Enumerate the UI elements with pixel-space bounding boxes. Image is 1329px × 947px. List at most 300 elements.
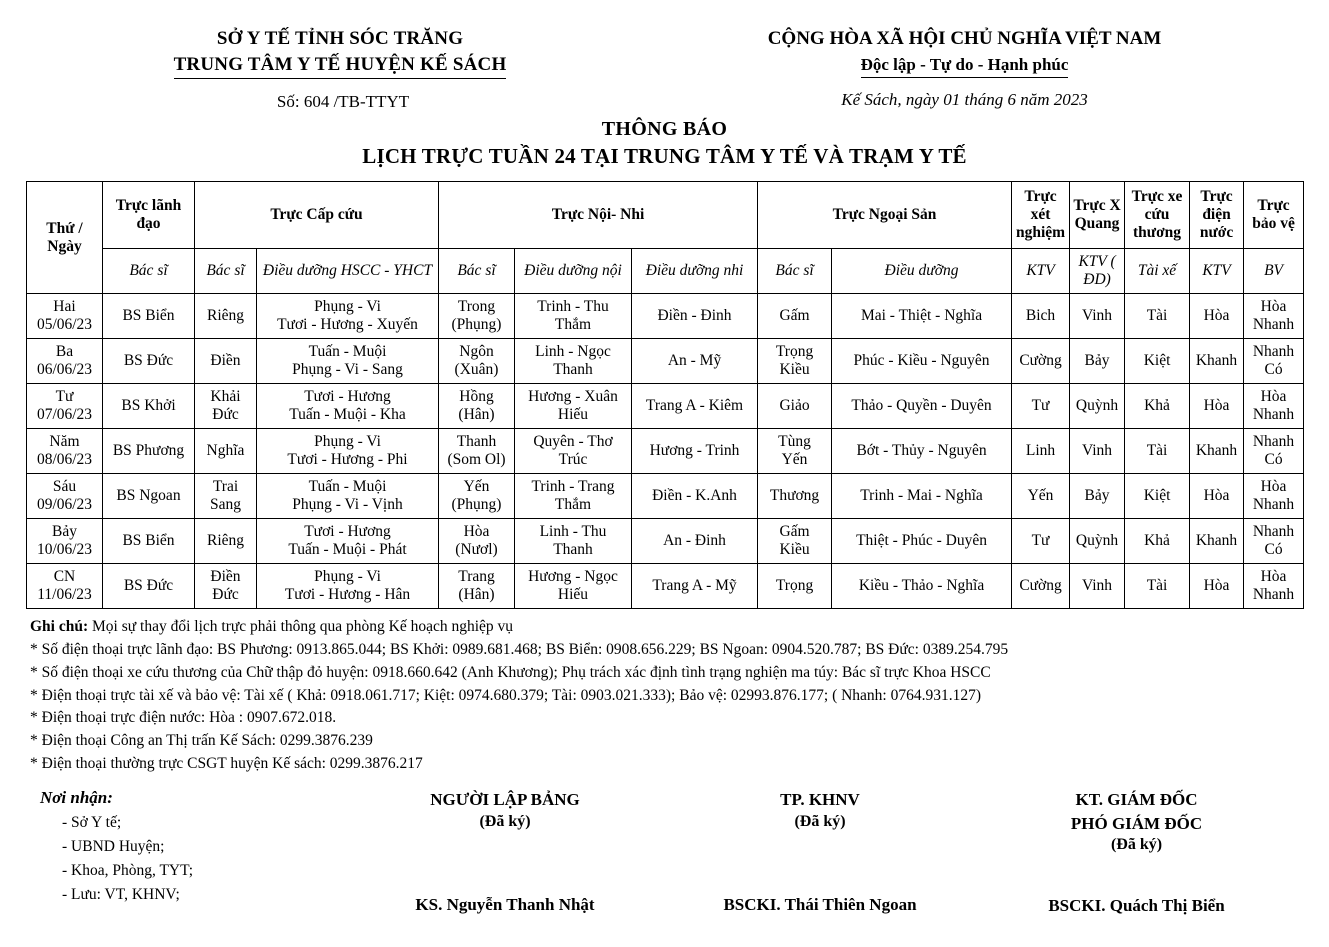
recipient-item: - UBND Huyện;: [62, 837, 165, 855]
cell-ip-nurse-pediatric-line: Điền - K.Anh: [652, 487, 737, 505]
cell-ip-nurse-internal: [515, 564, 632, 609]
cell-so-doctor: [758, 564, 832, 609]
cell-driver-line: Khả: [1144, 397, 1170, 415]
cell-leader-doctor: [103, 429, 195, 474]
cell-guard-line: Nhanh: [1252, 406, 1295, 424]
cell-ip-nurse-internal-line: Linh - Thu: [539, 523, 607, 540]
note-police-phone: * Điện thoại Công an Thị trấn Kế Sách: 0299.3876.239: [30, 732, 373, 750]
department-head-signature-block: [670, 788, 970, 917]
cell-day-date-line: 06/06/23: [36, 361, 93, 379]
cell-lab-tech-line: Linh: [1025, 442, 1056, 460]
cell-xray-tech: [1070, 339, 1125, 384]
cell-ew-tech: [1190, 429, 1244, 474]
cell-ip-nurse-pediatric-line: Trang A - Kiêm: [645, 397, 744, 415]
table-row: [27, 474, 1304, 519]
department-head-title: TP. KHNV: [780, 789, 860, 809]
cell-ip-doctor-line: (Hân): [458, 586, 495, 604]
cell-leader-doctor: [103, 564, 195, 609]
cell-so-nurse-line: Trinh - Mai - Nghĩa: [860, 487, 983, 505]
cell-lab-tech-line: Tư: [1031, 397, 1050, 415]
cell-er-doctor-line: Sang: [210, 496, 241, 514]
cell-so-doctor-line: Gấm: [779, 523, 810, 540]
medical-center-name-text: TRUNG TÂM Y TẾ HUYỆN KẾ SÁCH: [174, 52, 507, 80]
cell-er-nurse: [257, 429, 439, 474]
cell-lab-tech-line: Cường: [1019, 577, 1062, 595]
note-traffic-police-phone: * Điện thoại thường trực CSGT huyện Kế sách: 0299.3876.217: [30, 754, 423, 772]
cell-ew-tech-line: Hòa: [1203, 577, 1230, 595]
cell-ip-doctor-line: Ngôn: [459, 343, 494, 360]
cell-er-nurse: [257, 294, 439, 339]
col-er-nurse: Điều dưỡng HSCC - YHCT: [257, 249, 439, 294]
cell-ip-doctor: [439, 384, 515, 429]
col-driver: Tài xế: [1125, 249, 1190, 294]
cell-so-nurse: [832, 294, 1012, 339]
cell-er-nurse-line: Phụng - Vi - Vịnh: [292, 496, 403, 514]
cell-day-date-line: 05/06/23: [36, 316, 93, 334]
cell-guard-line: Có: [1264, 451, 1283, 469]
cell-lab-tech-line: Tư: [1031, 532, 1050, 550]
cell-er-nurse-line: Tươi - Hương: [304, 523, 391, 540]
cell-day-date: [27, 339, 103, 384]
cell-so-doctor: [758, 384, 832, 429]
cell-ip-nurse-pediatric-line: Hương - Trinh: [649, 442, 740, 460]
director-name: BSCKI. Quách Thị Biển: [1048, 896, 1225, 916]
cell-ip-doctor-line: (Phụng): [451, 316, 502, 334]
col-ip-nurse-pediatric: Điều dưỡng nhi: [632, 249, 758, 294]
cell-so-doctor-line: Gấm: [779, 307, 810, 325]
cell-er-nurse-line: Tươi - Hương - Xuyến: [277, 316, 418, 334]
cell-leader-doctor-line: BS Phương: [112, 442, 185, 460]
note-ambulance-phone: * Số điện thoại xe cứu thương của Chữ thập đỏ huyện: 0918.660.642 (Anh Khương); Phụ trách xác định tình trạng nghiện ma túy: Bác sĩ trực Khoa HSCC: [30, 663, 991, 681]
director-signature-block: [970, 788, 1303, 917]
cell-er-nurse: [257, 564, 439, 609]
cell-so-doctor-line: Trọng: [775, 577, 814, 595]
director-title-line1: KT. GIÁM ĐỐC: [1075, 789, 1198, 809]
cell-ip-nurse-pediatric: [632, 429, 758, 474]
note-electric-water-phone: * Điện thoại trực điện nước: Hòa : 0907.672.018.: [30, 709, 337, 727]
cell-xray-tech-line: Vinh: [1081, 442, 1113, 460]
cell-ip-doctor-line: Hồng: [459, 388, 494, 405]
table-row: [27, 519, 1304, 564]
cell-leader-doctor-line: BS Đức: [123, 577, 174, 595]
cell-xray-tech: [1070, 429, 1125, 474]
cell-ip-doctor-line: (Hân): [458, 406, 495, 424]
cell-lab-tech: [1012, 339, 1070, 384]
cell-guard: [1244, 339, 1304, 384]
cell-er-nurse: [257, 384, 439, 429]
cell-ip-nurse-internal-line: Hiếu: [557, 586, 589, 604]
cell-guard: [1244, 474, 1304, 519]
cell-er-doctor-line: Trai: [212, 478, 239, 495]
col-day-date: Thứ / Ngày: [27, 182, 103, 294]
table-body: [27, 294, 1304, 609]
cell-driver-line: Kiệt: [1143, 352, 1171, 370]
cell-er-nurse-line: Tươi - Hương - Hân: [284, 586, 411, 604]
department-head-signed-mark: (Đã ký): [794, 812, 846, 830]
notes-label: Ghi chú:: [30, 618, 89, 636]
cell-ip-doctor-line: Hòa: [463, 523, 490, 540]
cell-er-nurse-line: Phụng - Vi: [314, 298, 381, 315]
col-group-leader: Trực lãnh đạo: [103, 182, 195, 249]
cell-er-doctor: [195, 564, 257, 609]
cell-xray-tech: [1070, 519, 1125, 564]
cell-day-date-line: Ba: [55, 343, 74, 360]
cell-ip-nurse-pediatric-line: Điền - Đinh: [657, 307, 732, 325]
table-row: [27, 429, 1304, 474]
cell-ip-doctor: [439, 339, 515, 384]
cell-ip-nurse-pediatric: [632, 519, 758, 564]
cell-ew-tech-line: Khanh: [1195, 442, 1238, 460]
cell-guard: [1244, 294, 1304, 339]
col-ip-nurse-internal: Điều dưỡng nội: [515, 249, 632, 294]
cell-ip-nurse-pediatric: [632, 294, 758, 339]
note-line-main: [30, 616, 1303, 639]
cell-day-date-line: Sáu: [52, 478, 77, 495]
document-type-title: THÔNG BÁO: [601, 118, 728, 141]
cell-xray-tech: [1070, 474, 1125, 519]
cell-so-doctor-line: Kiều: [779, 361, 810, 379]
cell-so-nurse-line: Thảo - Quyền - Duyên: [851, 397, 992, 415]
cell-er-nurse-line: Phụng - Vi: [314, 568, 381, 585]
cell-so-nurse-line: Thiệt - Phúc - Duyên: [856, 532, 987, 550]
cell-guard-line: Nhanh: [1252, 433, 1295, 450]
cell-ip-nurse-internal: [515, 474, 632, 519]
cell-ip-doctor-line: (Som Ol): [447, 451, 506, 469]
recipient-item: - Sở Y tế;: [62, 813, 122, 831]
cell-er-doctor-line: Điền: [210, 352, 241, 370]
cell-er-nurse-line: Tuấn - Muội: [308, 478, 387, 495]
col-group-emergency: Trực Cấp cứu: [195, 182, 439, 249]
cell-leader-doctor-line: BS Ngoan: [116, 487, 181, 505]
cell-ip-nurse-internal-line: Hiếu: [557, 406, 589, 424]
recipients-block: [40, 788, 340, 917]
cell-day-date-line: Năm: [49, 433, 80, 450]
cell-so-nurse: [832, 564, 1012, 609]
cell-day-date-line: 10/06/23: [36, 541, 93, 559]
cell-ip-nurse-internal: [515, 339, 632, 384]
cell-guard-line: Nhanh: [1252, 523, 1295, 540]
cell-driver-line: Tài: [1146, 307, 1168, 325]
cell-day-date-line: CN: [53, 568, 76, 585]
cell-lab-tech: [1012, 429, 1070, 474]
cell-guard-line: Nhanh: [1252, 586, 1295, 604]
cell-er-nurse-line: Tuấn - Muội - Kha: [289, 406, 406, 424]
cell-so-nurse: [832, 429, 1012, 474]
cell-so-doctor: [758, 519, 832, 564]
col-ew-tech: KTV: [1190, 249, 1244, 294]
maker-title: NGƯỜI LẬP BẢNG: [430, 789, 580, 809]
cell-leader-doctor: [103, 384, 195, 429]
cell-leader-doctor: [103, 294, 195, 339]
cell-xray-tech-line: Vinh: [1081, 577, 1113, 595]
cell-ip-nurse-pediatric: [632, 384, 758, 429]
cell-so-nurse-line: Phúc - Kiều - Nguyên: [853, 352, 990, 370]
note-leader-phones: * Số điện thoại trực lãnh đạo: BS Phương: 0913.865.044; BS Khởi: 0989.681.468; BS Biển: 0908.656.229; BS Ngoan: 0904.520.787; BS Đức: 0389.254.795: [30, 641, 1009, 659]
cell-ip-nurse-internal-line: Thanh: [553, 541, 593, 559]
national-heading-block: [630, 26, 1299, 112]
cell-ew-tech: [1190, 339, 1244, 384]
cell-lab-tech: [1012, 474, 1070, 519]
cell-guard: [1244, 519, 1304, 564]
cell-leader-doctor-line: BS Khởi: [121, 397, 176, 415]
col-so-nurse: Điều dưỡng: [832, 249, 1012, 294]
cell-so-doctor-line: Kiều: [779, 541, 810, 559]
cell-ip-doctor: [439, 564, 515, 609]
cell-er-nurse-line: Tuấn - Muội - Phát: [288, 541, 407, 559]
cell-guard-line: Có: [1264, 361, 1283, 379]
table-row: [27, 564, 1304, 609]
cell-so-nurse: [832, 519, 1012, 564]
cell-leader-doctor-line: BS Biển: [122, 532, 175, 550]
cell-so-doctor-line: Thương: [769, 487, 820, 505]
cell-day-date-line: Tư: [55, 388, 74, 405]
cell-ew-tech: [1190, 294, 1244, 339]
cell-er-doctor-line: Điền: [210, 568, 241, 585]
cell-driver: [1125, 519, 1190, 564]
maker-signature-block: [340, 788, 670, 917]
cell-lab-tech: [1012, 294, 1070, 339]
col-group-security: Trực bảo vệ: [1244, 182, 1304, 249]
cell-leader-doctor: [103, 474, 195, 519]
cell-ip-nurse-internal: [515, 429, 632, 474]
cell-so-doctor-line: Giảo: [779, 397, 810, 415]
cell-er-doctor: [195, 384, 257, 429]
col-group-internal-pediatric: Trực Nội- Nhi: [439, 182, 758, 249]
cell-driver: [1125, 429, 1190, 474]
cell-xray-tech-line: Vinh: [1081, 307, 1113, 325]
signature-section: [0, 776, 1329, 917]
cell-er-doctor: [195, 474, 257, 519]
cell-ew-tech: [1190, 519, 1244, 564]
cell-so-nurse: [832, 339, 1012, 384]
document-number: Số: 604 /TB-TTYT: [276, 92, 410, 112]
maker-name: KS. Nguyễn Thanh Nhật: [415, 894, 595, 914]
cell-ew-tech: [1190, 474, 1244, 519]
table-group-header-row: [27, 182, 1304, 249]
cell-day-date: [27, 474, 103, 519]
cell-ip-nurse-internal-line: Thanh: [553, 361, 593, 379]
notes-main-text: Mọi sự thay đổi lịch trực phải thông qua phòng Kế hoạch nghiệp vụ: [88, 618, 514, 636]
cell-er-doctor-line: Riêng: [206, 532, 245, 550]
cell-er-nurse: [257, 474, 439, 519]
cell-driver: [1125, 384, 1190, 429]
cell-er-doctor: [195, 429, 257, 474]
cell-xray-tech: [1070, 294, 1125, 339]
cell-so-nurse-line: Kiều - Thảo - Nghĩa: [858, 577, 985, 595]
national-motto: Độc lập - Tự do - Hạnh phúc: [861, 55, 1069, 78]
cell-lab-tech-line: Bich: [1025, 307, 1056, 325]
cell-ip-nurse-pediatric: [632, 564, 758, 609]
col-xray-tech: KTV ( ĐD): [1070, 249, 1125, 294]
cell-xray-tech: [1070, 564, 1125, 609]
cell-guard-line: Hòa: [1260, 568, 1287, 585]
cell-ip-doctor: [439, 474, 515, 519]
table-row: [27, 384, 1304, 429]
col-group-surgery-obstetric: Trực Ngoại Sản: [758, 182, 1012, 249]
cell-ip-nurse-pediatric: [632, 474, 758, 519]
table-row: [27, 339, 1304, 384]
cell-so-doctor: [758, 294, 832, 339]
cell-day-date-line: Hai: [53, 298, 76, 315]
notes-section: [0, 609, 1329, 775]
col-guard: BV: [1244, 249, 1304, 294]
cell-ip-nurse-pediatric-line: An - Đinh: [663, 532, 726, 550]
recipients-list: [40, 811, 340, 907]
cell-driver-line: Kiệt: [1143, 487, 1171, 505]
cell-driver: [1125, 294, 1190, 339]
cell-ip-nurse-internal-line: Hương - Xuân: [528, 388, 618, 405]
cell-driver: [1125, 339, 1190, 384]
cell-ip-doctor-line: (Phụng): [451, 496, 502, 514]
cell-er-nurse-line: Tươi - Hương - Phi: [287, 451, 408, 469]
cell-ip-doctor: [439, 519, 515, 564]
cell-ip-nurse-internal: [515, 294, 632, 339]
note-driver-guard-phones: * Điện thoại trực tài xế và bảo vệ: Tài xế ( Khả: 0918.061.717; Kiệt: 0974.680.379; Tài: 0903.021.333); Bảo vệ: 02993.876.177; ( Nhanh: 0764.931.127): [30, 686, 982, 704]
cell-xray-tech: [1070, 384, 1125, 429]
cell-day-date-line: 07/06/23: [36, 406, 93, 424]
cell-day-date: [27, 384, 103, 429]
cell-ip-nurse-internal-line: Trinh - Thu: [537, 298, 609, 315]
cell-day-date-line: 11/06/23: [37, 586, 92, 604]
cell-so-nurse: [832, 384, 1012, 429]
document-subject-title: LỊCH TRỰC TUẦN 24 TẠI TRUNG TÂM Y TẾ VÀ TRẠM Y TẾ: [362, 144, 967, 169]
cell-ew-tech-line: Khanh: [1195, 532, 1238, 550]
cell-ip-doctor-line: Thanh: [456, 433, 497, 450]
table-head: [27, 182, 1304, 294]
cell-leader-doctor: [103, 339, 195, 384]
cell-so-doctor: [758, 429, 832, 474]
cell-guard-line: Nhanh: [1252, 316, 1295, 334]
cell-day-date: [27, 429, 103, 474]
col-ip-doctor: Bác sĩ: [439, 249, 515, 294]
recipient-item: - Khoa, Phòng, TYT;: [62, 861, 194, 879]
cell-ip-nurse-internal: [515, 384, 632, 429]
cell-ew-tech-line: Hòa: [1203, 397, 1230, 415]
issuing-organization-block: [30, 26, 630, 112]
cell-ip-doctor: [439, 294, 515, 339]
cell-ew-tech: [1190, 564, 1244, 609]
col-so-doctor: Bác sĩ: [758, 249, 832, 294]
national-title: CỘNG HÒA XÃ HỘI CHỦ NGHĨA VIỆT NAM: [767, 28, 1162, 49]
cell-day-date-line: 09/06/23: [36, 496, 93, 514]
cell-er-doctor-line: Riêng: [206, 307, 245, 325]
cell-er-nurse: [257, 339, 439, 384]
cell-so-doctor: [758, 474, 832, 519]
cell-ew-tech-line: Khanh: [1195, 352, 1238, 370]
cell-guard-line: Hòa: [1260, 298, 1287, 315]
recipient-item: - Lưu: VT, KHNV;: [62, 885, 180, 903]
cell-driver: [1125, 564, 1190, 609]
director-title-line2: PHÓ GIÁM ĐỐC: [1070, 813, 1203, 833]
cell-xray-tech-line: Quỳnh: [1075, 532, 1119, 550]
cell-ip-doctor-line: (Nươl): [455, 541, 498, 559]
cell-leader-doctor: [103, 519, 195, 564]
cell-so-nurse-line: Mai - Thiệt - Nghĩa: [860, 307, 983, 325]
cell-guard-line: Hòa: [1260, 388, 1287, 405]
cell-ip-nurse-internal: [515, 519, 632, 564]
cell-guard-line: Có: [1264, 541, 1283, 559]
cell-ew-tech: [1190, 384, 1244, 429]
cell-er-nurse-line: Tuấn - Muội: [308, 343, 387, 360]
cell-day-date-line: Bảy: [52, 523, 77, 540]
col-group-ambulance: Trực xe cứu thương: [1125, 182, 1190, 249]
col-leader-doctor: Bác sĩ: [103, 249, 195, 294]
maker-signed-mark: (Đã ký): [479, 812, 531, 830]
cell-er-nurse-line: Tươi - Hương: [304, 388, 391, 405]
medical-center-name: [50, 52, 630, 80]
table-row: [27, 294, 1304, 339]
national-motto-wrap: [630, 52, 1299, 78]
cell-er-doctor: [195, 294, 257, 339]
col-er-doctor: Bác sĩ: [195, 249, 257, 294]
duty-roster-table: [26, 181, 1304, 609]
cell-day-date: [27, 564, 103, 609]
cell-ip-nurse-internal-line: Thắm: [554, 496, 592, 514]
cell-er-doctor: [195, 519, 257, 564]
cell-so-nurse-line: Bớt - Thủy - Nguyên: [856, 442, 987, 460]
cell-so-doctor-line: Tùng: [778, 433, 811, 450]
cell-guard-line: Nhanh: [1252, 343, 1295, 360]
cell-xray-tech-line: Quỳnh: [1075, 397, 1119, 415]
cell-ip-nurse-internal-line: Thắm: [554, 316, 592, 334]
cell-er-nurse-line: Phụng - Vi: [314, 433, 381, 450]
roster-table-container: [0, 169, 1329, 609]
cell-ip-nurse-internal-line: Linh - Ngọc: [535, 343, 611, 360]
cell-er-doctor-line: Khải: [210, 388, 241, 405]
cell-ew-tech-line: Hòa: [1203, 487, 1230, 505]
col-group-electric-water: Trực điện nước: [1190, 182, 1244, 249]
cell-guard: [1244, 564, 1304, 609]
cell-guard: [1244, 429, 1304, 474]
cell-er-nurse-line: Phụng - Vi - Sang: [292, 361, 403, 379]
cell-ip-doctor: [439, 429, 515, 474]
cell-ew-tech-line: Hòa: [1203, 307, 1230, 325]
title-block: [0, 118, 1329, 169]
cell-day-date: [27, 519, 103, 564]
col-lab-tech: KTV: [1012, 249, 1070, 294]
cell-so-doctor-line: Trọng: [775, 343, 814, 360]
cell-xray-tech-line: Bảy: [1084, 487, 1110, 505]
cell-leader-doctor-line: BS Đức: [123, 352, 174, 370]
cell-guard-line: Hòa: [1260, 478, 1287, 495]
department-head-name: BSCKI. Thái Thiên Ngoan: [723, 894, 917, 914]
place-and-date: Kế Sách, ngày 01 tháng 6 năm 2023: [841, 89, 1088, 109]
cell-driver-line: Tài: [1146, 577, 1168, 595]
cell-day-date: [27, 294, 103, 339]
cell-ip-nurse-internal-line: Trinh - Trang: [531, 478, 615, 495]
cell-so-doctor: [758, 339, 832, 384]
col-group-lab: Trực xét nghiệm: [1012, 182, 1070, 249]
cell-lab-tech: [1012, 564, 1070, 609]
col-group-xray: Trực X Quang: [1070, 182, 1125, 249]
cell-so-nurse: [832, 474, 1012, 519]
cell-lab-tech: [1012, 519, 1070, 564]
cell-ip-doctor-line: Trang: [458, 568, 495, 585]
cell-driver-line: Khả: [1144, 532, 1170, 550]
cell-er-nurse: [257, 519, 439, 564]
cell-guard: [1244, 384, 1304, 429]
cell-er-doctor-line: Đức: [212, 586, 239, 604]
table-sub-header-row: [27, 249, 1304, 294]
cell-leader-doctor-line: BS Biển: [122, 307, 175, 325]
cell-guard-line: Nhanh: [1252, 496, 1295, 514]
cell-ip-nurse-internal-line: Hương - Ngọc: [528, 568, 618, 585]
cell-lab-tech-line: Cường: [1019, 352, 1062, 370]
cell-so-doctor-line: Yến: [781, 451, 808, 469]
cell-ip-nurse-pediatric-line: Trang A - Mỹ: [652, 577, 737, 595]
cell-ip-doctor-line: Yến: [463, 478, 490, 495]
cell-ip-nurse-pediatric: [632, 339, 758, 384]
